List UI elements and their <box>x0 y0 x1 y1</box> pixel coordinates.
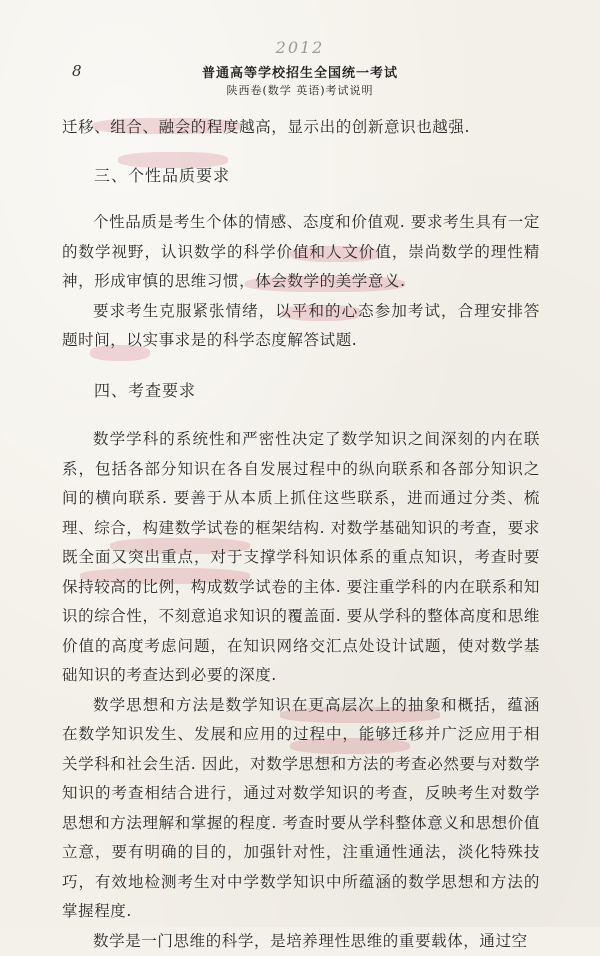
page-number: 8 <box>72 62 82 80</box>
carryover-paragraph: 迁移、组合、融会的程度越高，显示出的创新意识也越强. <box>62 113 540 143</box>
section-4-heading: 四、考查要求 <box>62 376 540 406</box>
section-4-paragraph: 数学学科的系统性和严密性决定了数学知识之间深刻的内在联系，包括各部分知识在各自发展过程中的纵向联系和各部分知识之间的横向联系. 要善于从本质上抓住这些联系，进而通过分类、梳理、综合，构建数学试卷的框架结构. 对数学基础知识的考查，要求既全面又突出重点，对于支撑学科知识体系的重点知识，考查时要保持较高的比例，构成数学试卷的主体. 要注重学科的内在联系和知识的综合性，不刻意追求知识的覆盖面. 要从学科的整体高度和思维价值的高度考虑问题，在知识网络交汇点处设计试题，使对数学基础知识的考查达到必要的深度. <box>62 425 540 691</box>
header-year: 2012 <box>0 38 600 57</box>
header-subtitle: 陕西卷(数学 英语)考试说明 <box>0 82 600 98</box>
section-4-paragraph: 数学思想和方法是数学知识在更高层次上的抽象和概括，蕴涵在数学知识发生、发展和应用的过程中，能够迁移并广泛应用于相关学科和社会生活. 因此，对数学思想和方法的考查必然要与对数学知识的考查相结合进行，通过对数学知识的考查，反映考生对数学思想和方法理解和掌握的程度. 考查时要从学科整体意义和思想价值立意，要有明确的目的，加强针对性，注重通性通法，淡化特殊技巧，有效地检测考生对中学数学知识中所蕴涵的数学思想和方法的掌握程度. <box>62 691 540 927</box>
header-title: 普通高等学校招生全国统一考试 <box>0 62 600 81</box>
section-3-paragraph: 个性品质是考生个体的情感、态度和价值观. 要求考生具有一定的数学视野，认识数学的科学价值和人文价值，崇尚数学的理性精神，形成审慎的思维习惯，体会数学的美学意义. <box>62 208 540 297</box>
section-3-heading: 三、个性品质要求 <box>62 161 540 191</box>
section-3-paragraph: 要求考生克服紧张情绪，以平和的心态参加考试，合理安排答题时间，以实事求是的科学态度解答试题. <box>62 297 540 356</box>
section-4-paragraph: 数学是一门思维的科学，是培养理性思维的重要载体，通过空 <box>62 927 540 956</box>
body-text <box>62 113 540 956</box>
